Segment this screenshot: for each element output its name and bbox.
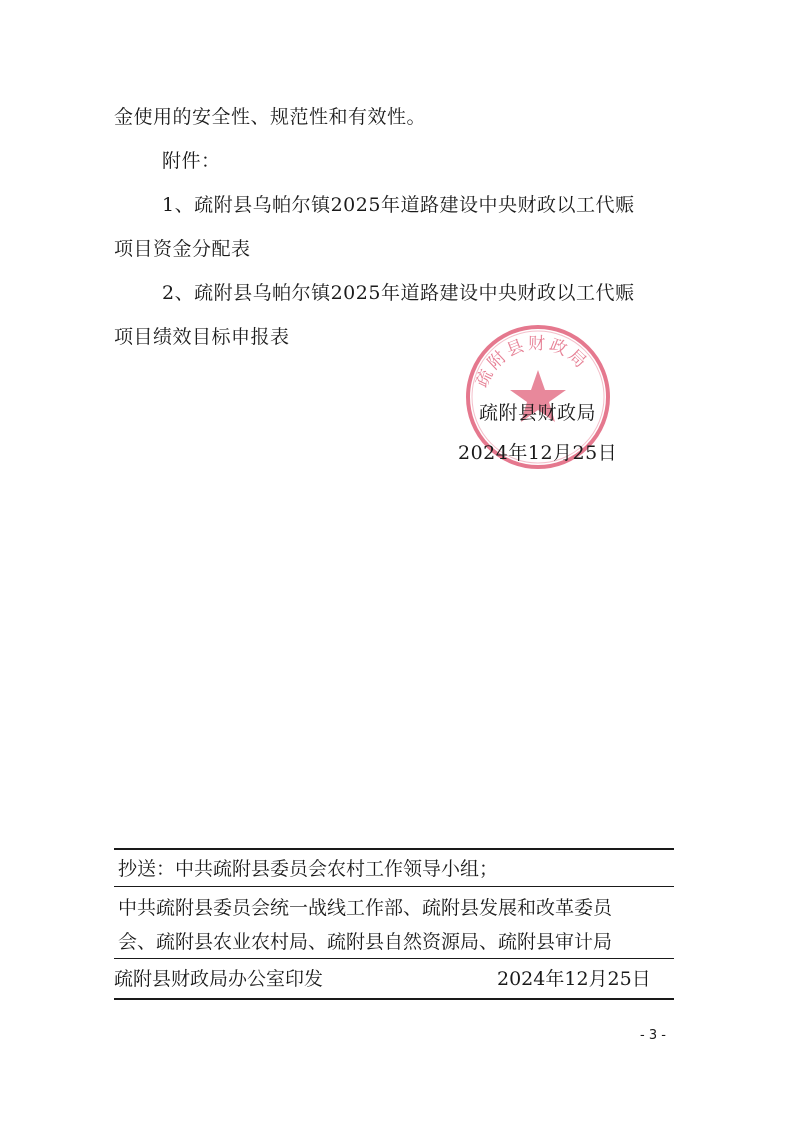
attachment-2-line-1: 2、疏附县乌帕尔镇2025年道路建设中央财政以工代赈	[162, 282, 635, 304]
svg-text:疏附县财政局: 疏附县财政局	[472, 333, 593, 391]
attachment-1-line-1: 1、疏附县乌帕尔镇2025年道路建设中央财政以工代赈	[162, 194, 635, 216]
body-line-continuation: 金使用的安全性、规范性和有效性。	[114, 106, 427, 128]
cc-line-2: 中共疏附县委员会统一战线工作部、疏附县发展和改革委员	[118, 897, 613, 919]
printer-name: 疏附县财政局办公室印发	[114, 968, 324, 990]
issuer-name: 疏附县财政局	[479, 402, 597, 424]
page-number: - 3 -	[640, 1028, 666, 1043]
issue-date: 2024年12月25日	[458, 442, 618, 464]
print-date: 2024年12月25日	[497, 968, 651, 990]
attachments-label: 附件：	[162, 150, 221, 172]
attachment-1-line-2: 项目资金分配表	[114, 238, 251, 260]
attachment-2-line-2: 项目绩效目标申报表	[114, 326, 290, 348]
cc-top-rule	[114, 848, 674, 850]
cc-bottom-divider	[114, 958, 674, 959]
cc-line-3: 会、疏附县农业农村局、疏附县自然资源局、疏附县审计局	[118, 931, 613, 953]
cc-line-1: 抄送：中共疏附县委员会农村工作领导小组；	[118, 858, 499, 880]
cc-end-rule	[114, 998, 674, 1000]
cc-divider	[114, 886, 674, 887]
